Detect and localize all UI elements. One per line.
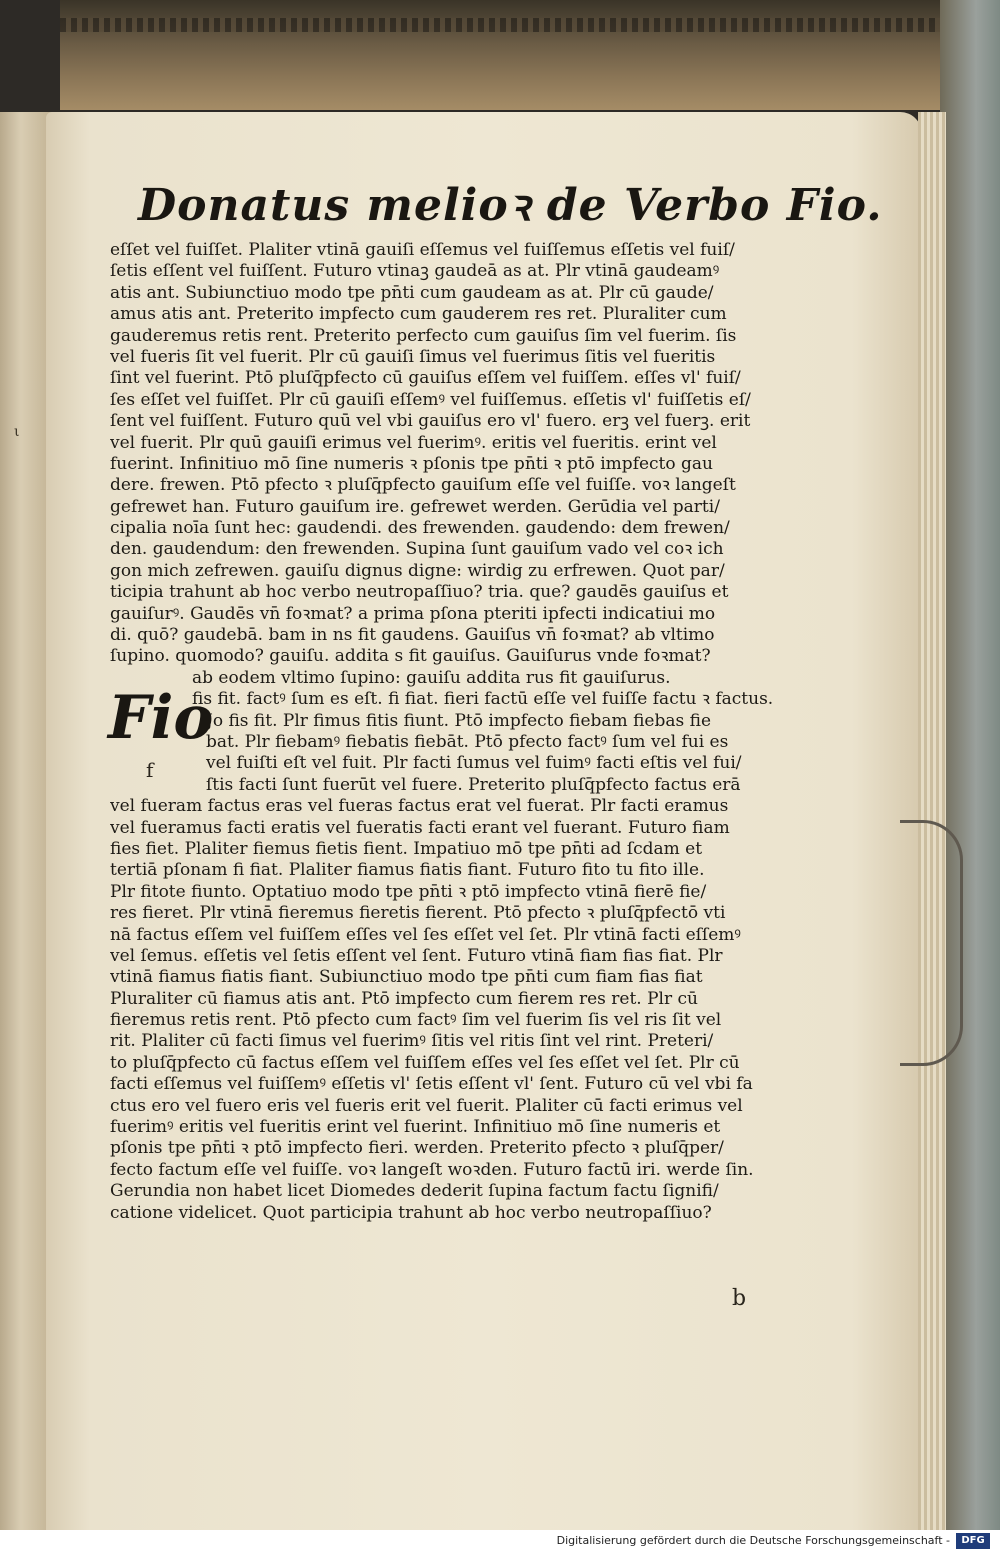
page-heading: Donatus melioꝛ de Verbo Fio.	[138, 180, 883, 231]
text-line: vtinā fiamus fiatis fiant. Subiunctiuo modo tpe pn̄ti cum fiam fias fiat	[110, 967, 703, 988]
text-line: Jo fis fit. Plr fimus fitis fiunt. Ptō impfecto fiebam fiebas fie	[206, 710, 712, 731]
page-clip	[900, 820, 963, 1066]
text-line: gon mich zefrewen. gauiſu dignus digne: wirdig zu erfrewen. Quot par/	[110, 560, 725, 581]
text-line: ſetis eſſent vel fuiſſent. Futuro vtinaꝫ gaudeā as at. Plr vtinā gaudeamꝰ	[110, 261, 720, 282]
text-line: rit. Plaliter cū facti ſimus vel fuerimꝰ ſitis vel ritis ſint vel rint. Preteri/	[110, 1031, 714, 1052]
text-line: cipalia noīa ſunt hec: gaudendi. des frewenden. gaudendo: dem frewen/	[110, 518, 730, 539]
text-line: Gerundia non habet licet Diomedes dederit ſupina factum factu ſignifi/	[110, 1181, 719, 1202]
text-line: ſint vel fuerint. Ptō pluſq̄pfecto cū gauiſus eſſem vel fuiſſem. eſſes vl' fuiſ/	[110, 368, 741, 389]
text-line: gauderemus retis rent. Preterito perfecto cum gauiſus ſim vel fuerim. ſis	[110, 325, 737, 346]
text-line: catione videlicet. Quot participia trahunt ab hoc verbo neutropaſſiuo?	[110, 1202, 712, 1223]
text-line: ſupino. quomodo? gauiſu. addita s fit gauiſus. Gauiſurus vnde foꝛmat?	[110, 646, 711, 667]
text-line: ſtis facti ſunt fuerūt vel fuere. Preterito pluſq̄pfecto factus erā	[206, 774, 741, 795]
left-page-edge	[0, 112, 52, 1530]
text-line: di. quō? gaudebā. bam in ns fit gaudens. Gauiſus vn̄ foꝛmat? ab vltimo	[110, 625, 715, 646]
text-line: bat. Plr fiebamꝰ fiebatis fiebāt. Ptō pfecto factꝰ ſum vel fui es	[206, 731, 729, 752]
text-block	[110, 240, 800, 1224]
text-line: tertiā pſonam fi fiat. Plaliter fiamus fiatis fiant. Futuro fito tu fito ille.	[110, 860, 705, 881]
left-mark: ι	[14, 424, 20, 440]
text-line: gauiſurꝰ. Gaudēs vn̄ foꝛmat? a prima pſona pteriti ipfecti indicatiui mo	[110, 603, 716, 624]
text-line: fuerint. Infinitiuo mō ſine numeris ꝛ pſonis tpe pn̄ti ꝛ ptō impfecto gau	[110, 453, 713, 474]
text-line: Pluraliter cū fiamus atis ant. Ptō impfecto cum fierem res ret. Plr cū	[110, 988, 698, 1009]
text-line: nā factus eſſem vel fuiſſem eſſes vel ſes eſſet vel ſet. Plr vtinā facti eſſemꝰ	[110, 924, 741, 945]
text-line: ſent vel fuiſſent. Futuro quū vel vbi gauiſus ero vl' fuero. erꝫ vel fuerꝫ. erit	[110, 411, 751, 432]
text-line: vel fueramus facti eratis vel fueratis facti erant vel fuerant. Futuro fiam	[110, 817, 730, 838]
text-line: vel ſemus. eſſetis vel ſetis eſſent vel ſent. Futuro vtinā fiam fias fiat. Plr	[110, 945, 723, 966]
text-line: fies fiet. Plaliter fiemus fietis fient. Impatiuo mō tpe pn̄ti ad ſcd̄am et	[110, 838, 703, 859]
text-line: to pluſq̄pfecto cū factus eſſem vel fuiſſem eſſes vel ſes eſſet vel ſet. Plr cū	[110, 1052, 740, 1073]
text-line: vel fuiſti eſt vel fuit. Plr facti ſumus vel fuimꝰ facti eſtis vel fui/	[206, 753, 742, 774]
text-line: amus atis ant. Preterito impfecto cum gauderem res ret. Pluraliter cum	[110, 304, 727, 325]
text-line: pſonis tpe pn̄ti ꝛ ptō impfecto fieri. werden. Preterito pfecto ꝛ pluſq̄per/	[110, 1138, 724, 1159]
text-line: fuerimꝰ eritis vel fueritis erint vel fuerint. Infinitiuo mō ſine numeris et	[110, 1117, 721, 1138]
text-line: fecto factum eſſe vel fuiſſe. voꝛ langeſt woꝛden. Futuro factū iri. werde ſin.	[110, 1159, 754, 1180]
footer-bar	[0, 1530, 1000, 1554]
text-line: ſes eſſet vel fuiſſet. Plr cū gauiſi eſſemꝰ vel fuiſſemus. eſſetis vl' fuiſſetis eſ/	[110, 389, 751, 410]
book-top-edge	[60, 0, 940, 110]
drop-initial: Fio	[108, 683, 214, 753]
text-line: ticipia trahunt ab hoc verbo neutropaſſiuo? tria. que? gaudēs gauiſus et	[110, 582, 729, 603]
dfg-logo: DFG	[956, 1533, 990, 1549]
text-line: vel fueris ſit vel fuerit. Plr cū gauiſi ſimus vel fuerimus ſitis vel fueritis	[110, 346, 716, 367]
text-line: vel fuerit. Plr quū gauiſi erimus vel fuerimꝰ. eritis vel fueritis. erint vel	[110, 432, 717, 453]
text-line: vel fueram factus eras vel fueras factus erat vel fuerat. Plr facti eramus	[110, 796, 729, 817]
book-cover	[940, 0, 1000, 1530]
margin-letter: f	[146, 758, 154, 782]
text-line: ab eodem vltimo ſupino: gauiſu addita rus fit gauiſurus.	[192, 667, 671, 688]
text-line: fieremus retis rent. Ptō pfecto cum factꝰ ſim vel fuerim ſis vel ris ſit vel	[110, 1010, 722, 1031]
text-line: ctus ero vel fuero eris vel fueris erit vel fuerit. Plaliter cū facti erimus vel	[110, 1095, 743, 1116]
text-line: res fieret. Plr vtinā fieremus fieretis fierent. Ptō pfecto ꝛ pluſq̄pfectō vti	[110, 903, 726, 924]
text-line: atis ant. Subiunctiuo modo tpe pn̄ti cum gaudeam as at. Plr cū gaude/	[110, 282, 714, 303]
signature-mark: b	[732, 1286, 747, 1311]
text-line: Plr fitote fiunto. Optatiuo modo tpe pn̄ti ꝛ ptō impfecto vtinā fierē fie/	[110, 881, 707, 902]
footer-credit: Digitalisierung gefördert durch die Deutsche Forschungsgemeinschaft -	[556, 1534, 950, 1547]
text-line: fis fit. factꝰ ſum es eſt. fi fiat. fieri factū eſſe vel fuiſſe factu ꝛ factus.	[192, 689, 774, 710]
text-line: den. gaudendum: den frewenden. Supina ſunt gauiſum vado vel coꝛ ich	[110, 539, 724, 560]
text-line: gefrewet han. Futuro gauiſum ire. gefrewet werden. Gerūdia vel parti/	[110, 496, 720, 517]
text-line: eſſet vel fuiſſet. Plaliter vtinā gauiſi eſſemus vel fuiſſemus eſſetis vel fuiſ/	[110, 240, 735, 260]
text-line: dere. frewen. Ptō pfecto ꝛ pluſq̄pfecto gauiſum eſſe vel fuiſſe. voꝛ langeſt	[110, 475, 736, 496]
text-line: facti eſſemus vel fuiſſemꝰ eſſetis vl' ſetis eſſent vl' ſent. Futuro cū vel vbi fa	[110, 1074, 753, 1095]
